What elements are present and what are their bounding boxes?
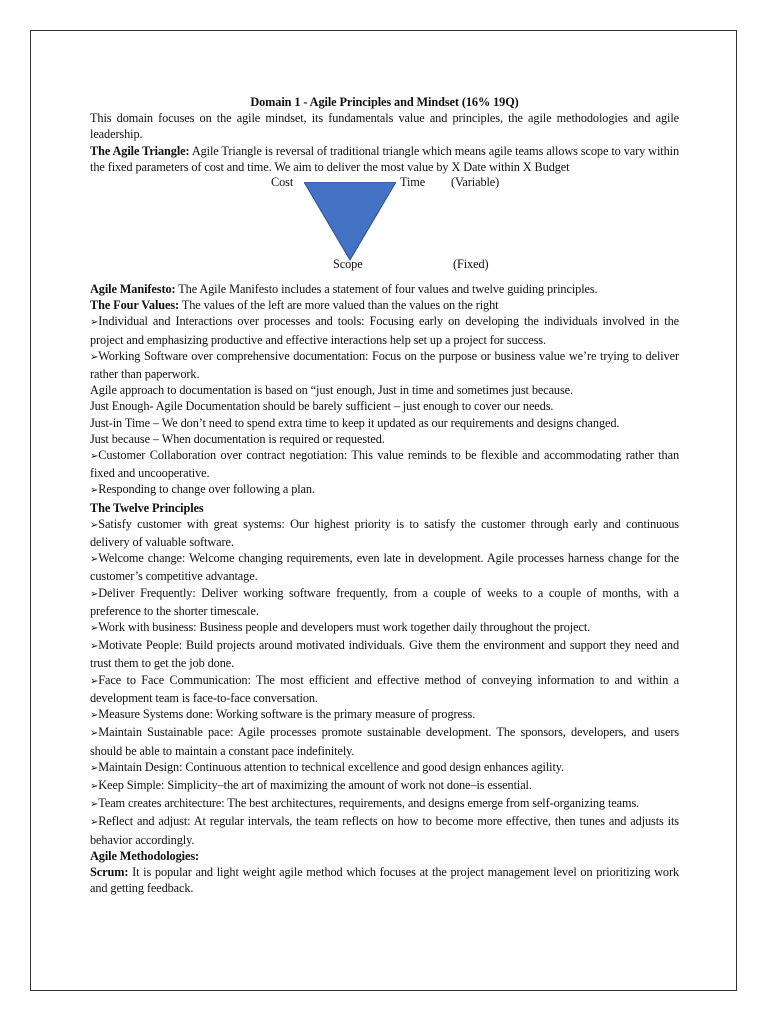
arrow-bullet-icon: ➢ <box>90 675 99 687</box>
arrow-bullet-icon: ➢ <box>90 817 99 829</box>
item-text: Just because – When documentation is required or requested. <box>90 431 385 446</box>
bullet-item <box>90 447 679 481</box>
bullet-item <box>90 706 679 724</box>
bullet-item <box>90 777 679 795</box>
arrow-bullet-icon: ➢ <box>90 485 99 497</box>
agile-methodologies-heading: Agile Methodologies: <box>90 848 199 863</box>
arrow-bullet-icon: ➢ <box>90 799 99 811</box>
item-text: Maintain Design: Continuous attention to technical excellence and good design enhances agility. <box>98 759 565 774</box>
bullet-item <box>90 550 679 584</box>
four-values-text: The values of the left are more valued than the values on the right <box>179 298 499 313</box>
note-line <box>90 382 679 398</box>
agile-triangle-paragraph <box>90 143 679 175</box>
item-text: Satisfy customer with great systems: Our highest priority is to satisfy the customer through early and continuous delivery of valuable software. <box>90 516 679 550</box>
inverted-triangle-shape <box>304 182 396 262</box>
note-line <box>90 415 679 431</box>
item-text: Deliver Frequently: Deliver working software frequently, from a couple of weeks to a couple of months, with a preference to the shorter timescale. <box>90 585 679 618</box>
document-page <box>30 30 737 991</box>
arrow-bullet-icon: ➢ <box>90 710 99 722</box>
four-values-list-a <box>90 313 679 382</box>
bullet-item <box>90 481 679 499</box>
documentation-notes <box>90 382 679 447</box>
arrow-bullet-icon: ➢ <box>90 623 99 635</box>
item-text: Customer Collaboration over contract negotiation: This value reminds to be flexible and accommodating rather than fixed and uncooperative. <box>90 448 679 481</box>
bullet-item <box>90 672 679 706</box>
arrow-bullet-icon: ➢ <box>90 351 99 363</box>
item-text: Just Enough- Agile Documentation should be barely sufficient – just enough to cover our needs. <box>90 399 554 414</box>
item-text: Maintain Sustainable pace: Agile processes promote sustainable development. The sponsors, developers, and users should be able to maintain a constant pace indefinitely. <box>90 725 679 758</box>
item-text: Reflect and adjust: At regular intervals, the team reflects on how to become more effective, then tunes and adjusts its behavior accordingly. <box>90 814 679 847</box>
item-text: Individual and Interactions over processes and tools: Focusing early on developing the individuals involved in the project and emphasizing productive and effective interactions help set up a project for success. <box>90 314 679 347</box>
item-text: Working Software over comprehensive documentation: Focus on the purpose or business value we’re trying to deliver rather than paperwork. <box>90 348 679 382</box>
bullet-item <box>90 585 679 619</box>
bullet-item <box>90 813 679 847</box>
agile-manifesto-text: The Agile Manifesto includes a statement of four values and twelve guiding principles. <box>175 282 598 297</box>
scrum-paragraph <box>90 864 679 896</box>
arrow-bullet-icon: ➢ <box>90 728 99 740</box>
four-values-list-b <box>90 447 679 500</box>
agile-triangle-diagram <box>90 175 679 281</box>
bullet-item <box>90 619 679 637</box>
arrow-bullet-icon: ➢ <box>90 519 99 531</box>
triangle-label-time: Time <box>400 175 426 190</box>
bullet-item <box>90 724 679 758</box>
note-line <box>90 431 679 447</box>
agile-triangle-heading: The Agile Triangle: <box>90 143 190 158</box>
item-text: Agile approach to documentation is based on “just enough, Just in time and sometimes just because. <box>90 383 574 398</box>
agile-manifesto-heading: Agile Manifesto: <box>90 282 176 297</box>
bullet-item <box>90 313 679 347</box>
arrow-bullet-icon: ➢ <box>90 451 99 463</box>
agile-manifesto-paragraph <box>90 281 679 297</box>
four-values-paragraph <box>90 297 679 313</box>
four-values-heading: The Four Values: <box>90 298 180 313</box>
scrum-text: It is popular and light weight agile method which focuses at the project management level on prioritizing work and getting feedback. <box>90 864 679 896</box>
intro-paragraph: This domain focuses on the agile mindset, its fundamentals value and principles, the agile methodologies and agile leadership. <box>90 111 679 142</box>
item-text: Welcome change: Welcome changing requirements, even late in development. Agile processes harness change for the customer’s competitive advantage. <box>90 551 679 584</box>
arrow-bullet-icon: ➢ <box>90 780 99 792</box>
bullet-item <box>90 348 679 382</box>
arrow-bullet-icon: ➢ <box>90 641 99 653</box>
bullet-item <box>90 516 679 550</box>
arrow-bullet-icon: ➢ <box>90 317 99 329</box>
twelve-principles-list <box>90 516 679 848</box>
triangle-label-cost: Cost <box>271 175 294 190</box>
triangle-label-scope: Scope <box>333 257 363 272</box>
arrow-bullet-icon: ➢ <box>90 588 99 600</box>
bullet-item <box>90 795 679 813</box>
bullet-item <box>90 759 679 777</box>
item-text: Team creates architecture: The best architectures, requirements, and designs emerge from self-organizing teams. <box>98 796 640 811</box>
agile-triangle-text: Agile Triangle is reversal of traditional triangle which means agile teams allows scope to vary within the fixed parameters of cost and time. We aim to deliver the most value by X Date within X Budget <box>90 143 679 174</box>
item-text: Work with business: Business people and developers must work together daily throughout the project. <box>98 620 591 635</box>
bullet-item <box>90 637 679 671</box>
item-text: Motivate People: Build projects around motivated individuals. Give them the environment and support they need and trust them to get the job done. <box>90 638 679 671</box>
item-text: Keep Simple: Simplicity–the art of maximizing the amount of work not done–is essential. <box>98 777 532 792</box>
item-text: Just-in Time – We don’t need to spend extra time to keep it updated as our requirements and designs changed. <box>90 415 620 430</box>
document-body <box>90 94 679 896</box>
item-text: Face to Face Communication: The most efficient and effective method of conveying information to and within a development team is face-to-face conversation. <box>90 672 679 705</box>
note-line <box>90 398 679 414</box>
item-text: Responding to change over following a plan. <box>98 482 315 497</box>
item-text: Measure Systems done: Working software is the primary measure of progress. <box>98 707 476 722</box>
triangle-label-fixed: (Fixed) <box>453 257 489 272</box>
scrum-heading: Scrum: <box>90 864 129 879</box>
document-title: Domain 1 - Agile Principles and Mindset (16% 19Q) <box>250 95 519 109</box>
twelve-principles-heading: The Twelve Principles <box>90 500 204 515</box>
arrow-bullet-icon: ➢ <box>90 554 99 566</box>
arrow-bullet-icon: ➢ <box>90 762 99 774</box>
triangle-label-variable: (Variable) <box>451 175 500 190</box>
